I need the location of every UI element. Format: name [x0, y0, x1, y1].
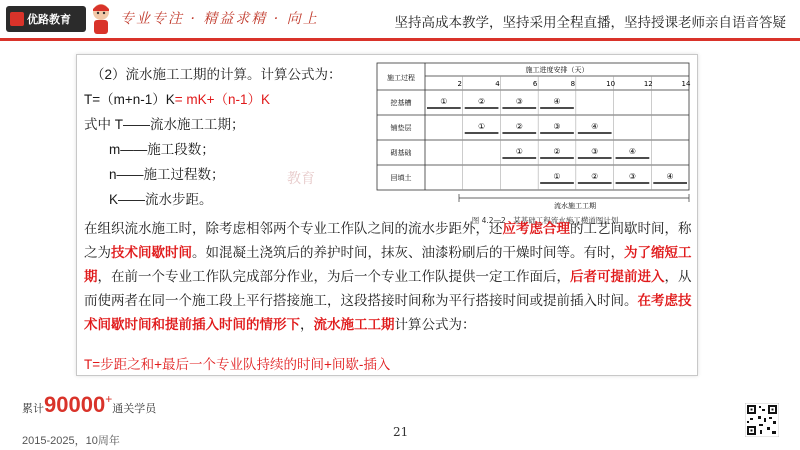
- section-heading: （2）流水施工工期的计算。计算公式为：: [91, 67, 342, 82]
- process-label: 铺垫层: [390, 124, 412, 132]
- segment-label: ②: [591, 172, 599, 181]
- day-tick-label: 2: [457, 80, 462, 88]
- count-suffix: 通关学员: [112, 403, 157, 415]
- explanation-paragraph: 在组织流水施工时，除考虑相邻两个专业工作队之间的流水步距外，还应考虑合理的工艺间歇时间，称之为技术间歇时间。如混凝土浇筑后的养护时间，抹灰、油漆粉刷后的干燥时间等。有时，为了缩短工期，在前一个专业工作队完成部分作业，为后一个专业工作队提供一定工作面后，后者可提前进入，从而使两者在同一个施工段上平行搭接施工，这段搭接时间称为平行搭接时间或提前插入时间。在考虑技术间歇时间和提前插入时间的情形下，流水施工工期计算公式为：: [84, 221, 692, 332]
- watermark: 教育: [287, 170, 315, 186]
- logo-mark-icon: [10, 12, 24, 26]
- qr-code-icon[interactable]: [745, 403, 779, 437]
- mascot-icon: [88, 2, 114, 36]
- process-label: 回填土: [390, 174, 412, 182]
- final-formula: T=步距之和+最后一个专业队持续的时间+间歇-插入: [84, 357, 391, 372]
- count-value: 90000: [44, 392, 106, 417]
- segment-label: ④: [628, 147, 637, 156]
- count-prefix: 累计: [22, 403, 44, 415]
- segment-label: ①: [553, 172, 561, 181]
- day-tick-label: 8: [570, 80, 576, 88]
- segment-label: ④: [591, 122, 599, 131]
- content-card: [76, 54, 698, 376]
- segment-label: ①: [440, 97, 448, 106]
- day-tick-label: 14: [681, 80, 691, 88]
- where-line: 式中 T——流水施工工期；: [84, 117, 245, 132]
- day-tick-label: 4: [495, 80, 500, 88]
- learner-count: [22, 392, 156, 418]
- m-definition: m——施工段数；: [109, 142, 215, 157]
- segment-label: ③: [591, 147, 599, 156]
- header-divider: [0, 38, 800, 41]
- figure-caption: 图 4.2—2 某基础工程流水施工横道图计划: [471, 216, 619, 225]
- segment-label: ①: [515, 147, 523, 156]
- total-span-label: 流水施工工期: [554, 202, 596, 210]
- day-tick-label: 6: [532, 80, 538, 88]
- figure-top-header: 施工进度安排（天）: [525, 66, 589, 74]
- process-label: 挖基槽: [390, 99, 412, 107]
- segment-label: ②: [553, 147, 561, 156]
- header-motto: 坚持高成本教学，坚持采用全程直播，坚持授课老师亲自语音答疑: [394, 15, 786, 30]
- segment-label: ②: [477, 97, 486, 106]
- count-plus: +: [105, 392, 113, 406]
- flow-schedule-figure: [375, 60, 691, 230]
- brand-logo[interactable]: [6, 6, 86, 32]
- day-tick-label: 12: [643, 80, 653, 88]
- formula-left: T=（m+n-1）K: [84, 92, 175, 107]
- segment-label: ③: [553, 122, 561, 131]
- process-label: 砌基础: [390, 149, 412, 157]
- formula-right: = mK+（n-1）K: [174, 92, 271, 107]
- logo-text: 优路教育: [27, 14, 71, 26]
- k-definition: K——流水步距。: [109, 192, 213, 207]
- segment-label: ①: [477, 122, 486, 131]
- segment-label: ③: [628, 172, 637, 181]
- anniversary-text: 2015-2025，10周年: [22, 435, 120, 447]
- day-tick-label: 10: [606, 80, 616, 88]
- segment-label: ②: [515, 122, 523, 131]
- header-slogan: 专业专注 · 精益求精 · 向上: [120, 11, 319, 27]
- formula-line: [84, 88, 270, 108]
- segment-label: ④: [553, 97, 561, 106]
- header-bar: [0, 0, 800, 40]
- segment-label: ③: [515, 97, 523, 106]
- figure-col-header: 施工过程: [387, 74, 415, 82]
- n-definition: n——施工过程数；: [109, 167, 225, 182]
- segment-label: ④: [666, 172, 674, 181]
- page-number: 21: [393, 425, 409, 439]
